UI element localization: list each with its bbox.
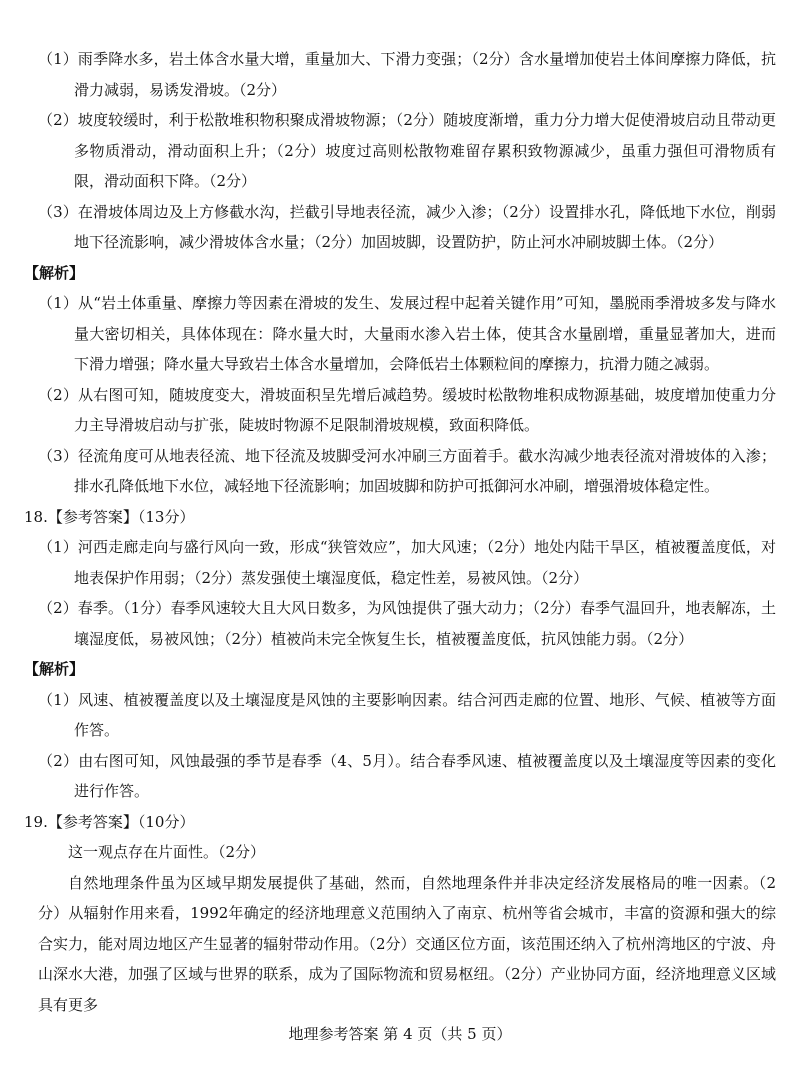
q19-heading: 19.【参考答案】（10分） bbox=[24, 812, 195, 831]
q17-answer-3: （3）在滑坡体周边及上方修截水沟，拦截引导地表径流，减少入渗；（2分）设置排水孔，降低地下水位，削弱地下径流影响，减少滑坡体含水量；（2分）加固坡脚，设置防护，防止河水冲刷坡脚土体。（2分） bbox=[38, 202, 776, 251]
q19-answer-paragraph: 自然地理条件虽为区域早期发展提供了基础，然而，自然地理条件并非决定经济发展格局的唯一因素。（2分）从辐射作用来看，1992年确定的经济地理意义范围纳入了南京、杭州等省会城市，丰富的资源和强大的综合实力，能对周边地区产生显著的辐射带动作用。（2分）交通区位方面，该范围还纳入了杭州湾地区的宁波、舟山深水大港，加强了区域与世界的联系，成为了国际物流和贸易枢纽。（2分）产业协同方面，经济地理意义区域具有更多 bbox=[38, 873, 776, 1014]
q18-analysis-1: （1）风速、植被覆盖度以及土壤湿度是风蚀的主要影响因素。结合河西走廊的位置、地形、气候、植被等方面作答。 bbox=[38, 690, 776, 739]
q18-answer-2: （2）春季。（1分）春季风速较大且大风日数多，为风蚀提供了强大动力；（2分）春季气温回升，地表解冻，土壤湿度低，易被风蚀；（2分）植被尚未完全恢复生长，植被覆盖度低，抗风蚀能力弱。（2分） bbox=[38, 599, 776, 648]
page-footer: 地理参考答案 第 4 页（共 5 页） bbox=[288, 1025, 512, 1043]
q18-answer-1: （1）河西走廊走向与盛行风向一致，形成“狭管效应”，加大风速；（2分）地处内陆干旱区，植被覆盖度低，对地表保护作用弱；（2分）蒸发强使土壤湿度低，稳定性差，易被风蚀。（2分） bbox=[38, 538, 776, 587]
q18-analysis-label: 【解析】 bbox=[24, 660, 85, 678]
q18-analysis-2: （2）由右图可知，风蚀最强的季节是春季（4、5月）。结合春季风速、植被覆盖度以及土壤湿度等因素的变化进行作答。 bbox=[38, 751, 776, 800]
q17-analysis-1: （1）从“岩土体重量、摩擦力等因素在滑坡的发生、发展过程中起着关键作用”可知，墨脱雨季滑坡多发与降水量大密切相关，具体体现在：降水量大时，大量雨水渗入岩土体，使其含水量剧增，重量显著加大，进而下滑力增强；降水量大导致岩土体含水量增加，会降低岩土体颗粒间的摩擦力，抗滑力随之减弱。 bbox=[38, 294, 776, 373]
answer-content bbox=[24, 44, 776, 1020]
q17-analysis-3: （3）径流角度可从地表径流、地下径流及坡脚受河水冲刷三方面着手。截水沟减少地表径流对滑坡体的入渗；排水孔降低地下水位，减轻地下径流影响；加固坡脚和防护可抵御河水冲刷，增强滑坡体稳定性。 bbox=[38, 446, 776, 495]
q19-answer-line: 这一观点存在片面性。（2分） bbox=[68, 843, 266, 861]
q17-answer-2: （2）坡度较缓时，利于松散堆积物积聚成滑坡物源；（2分）随坡度渐增，重力分力增大促使滑坡启动且带动更多物质滑动，滑动面积上升；（2分）坡度过高则松散物难留存累积致物源减少，虽重力强但可滑物质有限，滑动面积下降。（2分） bbox=[38, 111, 776, 190]
q18-heading: 18.【参考答案】（13分） bbox=[24, 507, 195, 526]
q17-answer-1: （1）雨季降水多，岩土体含水量大增，重量加大、下滑力变强；（2分）含水量增加使岩土体间摩擦力降低，抗滑力减弱，易诱发滑坡。（2分） bbox=[38, 50, 776, 99]
q17-analysis-label: 【解析】 bbox=[24, 263, 85, 282]
q17-analysis-2: （2）从右图可知，随坡度变大，滑坡面积呈先增后减趋势。缓坡时松散物堆积成物源基础，坡度增加使重力分力主导滑坡启动与扩张，陡坡时物源不足限制滑坡规模，致面积降低。 bbox=[38, 385, 776, 434]
